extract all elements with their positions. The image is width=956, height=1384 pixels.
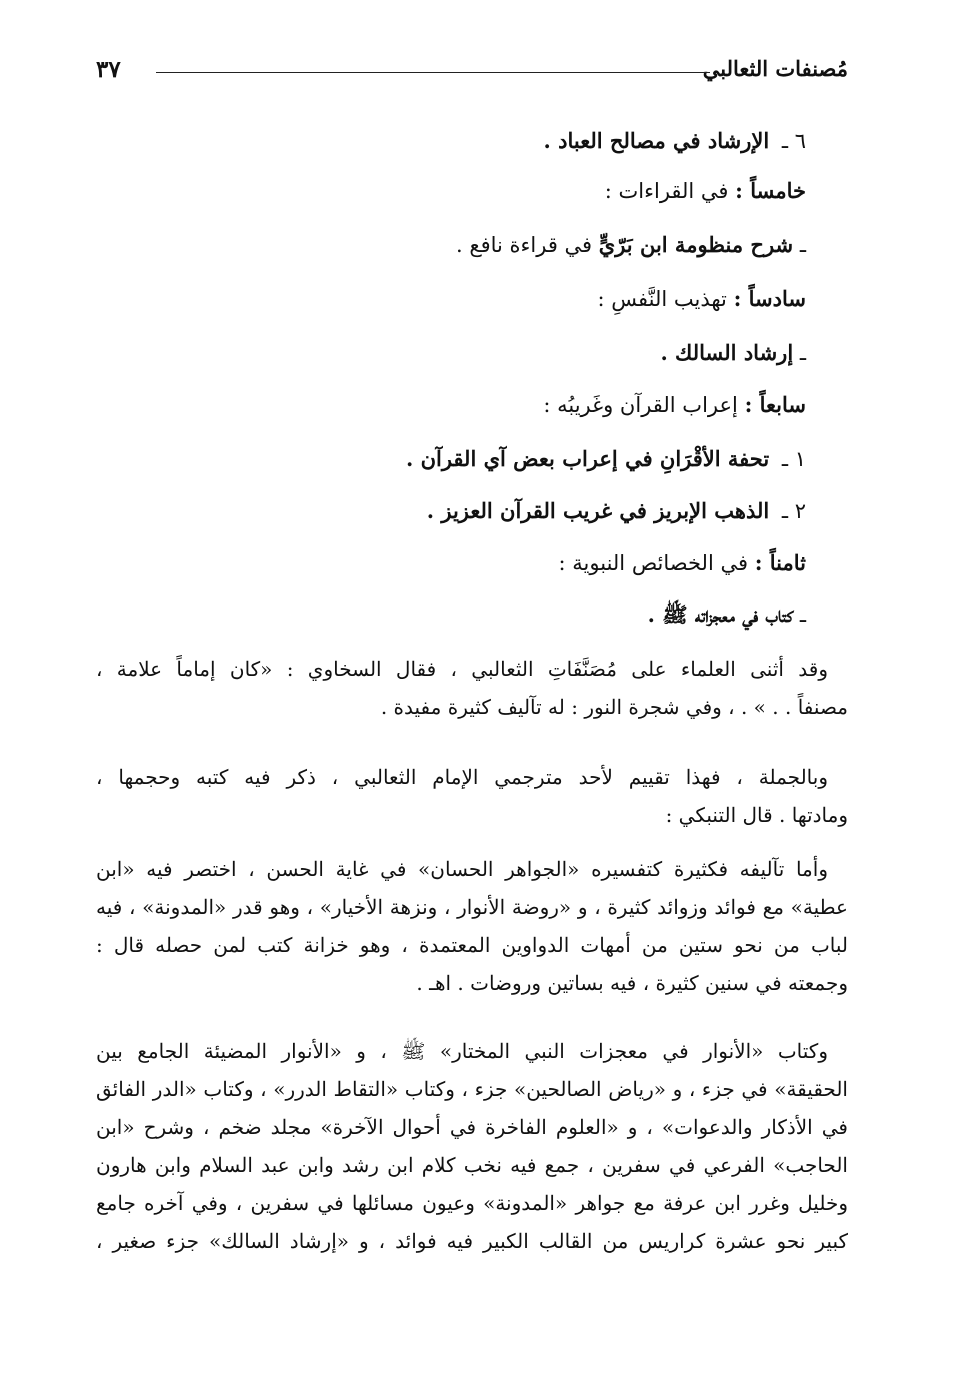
list-item-text: شرح منظومة ابن بَرّيٍّ — [598, 232, 794, 257]
paragraph — [96, 850, 848, 1002]
paragraph-line: الحقيقة» في جزء ، و «رياض الصالحين» جزء ، وكتاب «التقاط الدرر» ، وكتاب «الدر الفائق — [96, 1077, 848, 1101]
list-heading-text: تهذيب النَّفسِ : — [597, 287, 727, 311]
list-item-dash: ـ — [799, 233, 806, 257]
paragraph — [96, 758, 848, 834]
paragraph-line: وبالجملة ، فهذا تقييم لأحد مترجمي الإمام الثعالبي ، ذكر فيه كتبه وحجمها ، — [96, 765, 828, 789]
list-item — [456, 230, 806, 260]
list-item-text: كتاب في معجزاته ﷺ . — [647, 602, 794, 627]
list-item — [544, 126, 806, 156]
list-heading — [559, 548, 806, 578]
list-item-number: ٢ ـ — [781, 499, 806, 523]
list-heading-text: في القراءات : — [604, 179, 729, 203]
list-heading-label: خامساً : — [735, 178, 806, 203]
list-item-number: ١ ـ — [781, 447, 806, 471]
paragraph-line: مصنفاً . . » . ، وفي شجرة النور : له تآليف كثيرة مفيدة . — [380, 695, 848, 719]
running-title: مُصنفات الثعالبي — [702, 56, 848, 81]
list-heading-label: ثامناً : — [754, 550, 806, 575]
paragraph-line: لباب من نحو ستين من أمهات الدواوين المعتمدة ، وهو خزانة كتب لمن حصله قال : — [96, 933, 848, 957]
list-item — [406, 444, 806, 474]
running-header — [96, 52, 848, 92]
paragraph-line: ومادتها . قال التنبكي : — [665, 803, 848, 827]
list-heading — [598, 284, 807, 314]
list-item-text: تحفة الأقْرَانِ في إعراب بعض آي القرآن . — [405, 446, 770, 471]
paragraph-line: الحاجب» الفرعي في سفرين ، جمع فيه نخب كلام ابن رشد وابن عبد السلام وابن هارون — [96, 1153, 848, 1177]
header-rule — [156, 72, 710, 73]
list-item — [648, 600, 806, 630]
paragraph-line: وجمعته في سنين كثيرة ، فيه بساتين وروضات . اهـ . — [416, 971, 848, 995]
list-heading-text: إعراب القرآن وغَريبُه : — [543, 393, 738, 417]
paragraph-line: وأما تآليفه فكثيرة كتفسيره «الجواهر الحسان» في غاية الحسن ، اختصر فيه «ابن — [96, 857, 828, 881]
paragraph-line: كبير نحو عشرة كراريس من القالب الكبير فيه فوائد ، و «إرشاد السالك» جزء صغير ، — [96, 1229, 848, 1253]
list-item-number: ٦ ـ — [781, 129, 806, 153]
list-item-dash: ـ — [799, 603, 806, 627]
paragraph — [96, 650, 848, 726]
page-number: ٣٧ — [96, 56, 121, 83]
list-item-text: الذهب الإبريز في غريب القرآن العزيز . — [426, 498, 770, 523]
list-heading-text: في الخصائص النبوية : — [558, 551, 749, 575]
paragraph-line: وخليل وغرر ابن عرفة مع جواهر «المدونة» وعيون مسائلها في سفرين ، وفي آخره جامع — [96, 1191, 848, 1215]
list-item — [660, 338, 806, 368]
list-heading — [605, 176, 806, 206]
list-item-rest: في قراءة نافع . — [456, 233, 593, 257]
list-item-text: إرشاد السالك . — [660, 340, 794, 365]
list-item-text: الإرشاد في مصالح العباد . — [543, 128, 770, 153]
paragraph-line: وقد أثنى العلماء على مُصَنَّفَاتِ الثعالبي ، فقال السخاوي : «كان إماماً علامة ، — [96, 657, 828, 681]
list-heading-label: سابعاً : — [744, 392, 806, 417]
paragraph — [96, 1032, 848, 1260]
list-heading — [543, 390, 806, 420]
list-heading-label: سادساً : — [733, 286, 806, 311]
paragraph-line: وكتاب «الأنوار في معجزات النبي المختار» ﷺ ، و «الأنوار المضيئة الجامع بين — [96, 1039, 828, 1063]
paragraph-line: عطية» مع فوائد وزوائد كثيرة ، و «روضة الأنوار ، ونزهة الأخيار» ، وهو قدر «المدونة» ، فيه — [96, 895, 848, 919]
paragraph-line: في الأذكار والدعوات» ، و «العلوم الفاخرة في أحوال الآخرة» مجلد ضخم ، وشرح «ابن — [96, 1115, 848, 1139]
list-item — [427, 496, 806, 526]
list-item-dash: ـ — [799, 341, 806, 365]
